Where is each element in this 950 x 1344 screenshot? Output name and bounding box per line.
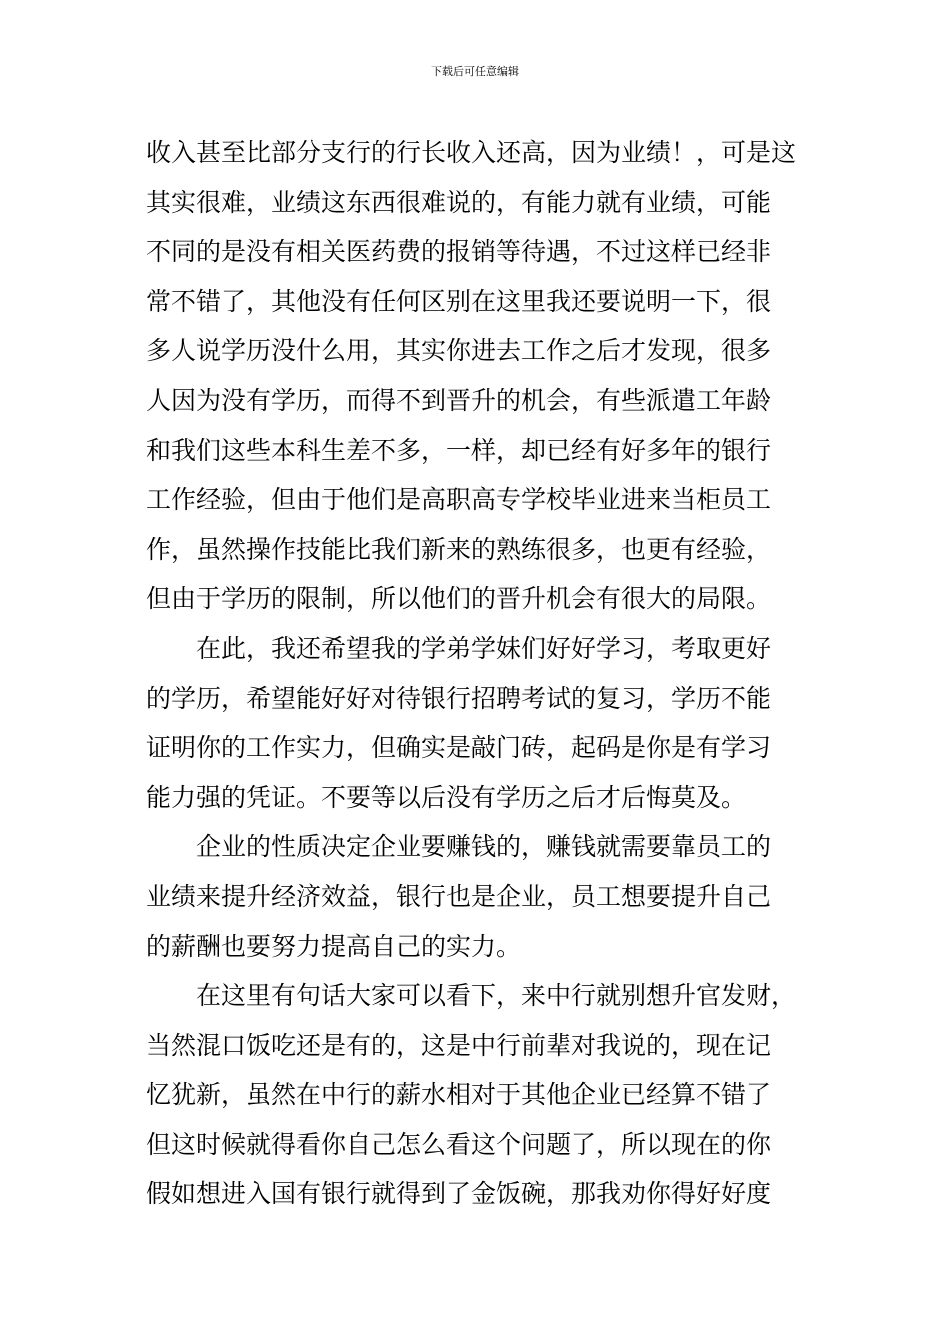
text-line: 其实很难，业绩这东西很难说的，有能力就有业绩，可能 <box>146 187 772 217</box>
text-line: 和我们这些本科生差不多，一样，却已经有好多年的银行 <box>146 435 772 465</box>
text-line: 但这时候就得看你自己怎么看这个问题了，所以现在的你 <box>146 1129 772 1159</box>
text-line: 工作经验，但由于他们是高职高专学校毕业进来当柜员工 <box>146 485 772 515</box>
text-line: 在此，我还希望我的学弟学妹们好好学习，考取更好 <box>196 633 772 663</box>
text-line: 收入甚至比部分支行的行长收入还高，因为业绩！，可是这 <box>146 138 797 167</box>
page-header: 下载后可任意编辑 <box>431 65 519 78</box>
text-line: 企业的性质决定企业要赚钱的，赚钱就需要靠员工的 <box>196 832 772 862</box>
text-line: 能力强的凭证。不要等以后没有学历之后才后悔莫及。 <box>146 782 747 812</box>
text-line: 业绩来提升经济效益，银行也是企业，员工想要提升自己 <box>146 881 772 911</box>
text-line: 假如想进入国有银行就得到了金饭碗，那我劝你得好好度 <box>146 1179 772 1209</box>
text-line: 的薪酬也要努力提高自己的实力。 <box>146 931 522 961</box>
text-line: 证明你的工作实力，但确实是敲门砖，起码是你是有学习 <box>146 733 772 763</box>
text-line: 当然混口饭吃还是有的，这是中行前辈对我说的，现在记 <box>146 1030 772 1060</box>
text-line: 作，虽然操作技能比我们新来的熟练很多，也更有经验， <box>146 534 772 564</box>
text-line: 的学历，希望能好好对待银行招聘考试的复习，学历不能 <box>146 683 772 713</box>
text-line: 人因为没有学历，而得不到晋升的机会，有些派遣工年龄 <box>146 385 772 415</box>
text-line: 在这里有句话大家可以看下，来中行就别想升官发财， <box>196 981 797 1011</box>
text-line: 多人说学历没什么用，其实你进去工作之后才发现，很多 <box>146 336 772 366</box>
text-line: 常不错了，其他没有任何区别在这里我还要说明一下，很 <box>146 286 772 316</box>
text-line: 忆犹新，虽然在中行的薪水相对于其他企业已经算不错了 <box>146 1080 772 1110</box>
document-body <box>146 128 836 1219</box>
text-line: 但由于学历的限制，所以他们的晋升机会有很大的局限。 <box>146 584 772 614</box>
text-line: 不同的是没有相关医药费的报销等待遇，不过这样已经非 <box>146 237 772 267</box>
